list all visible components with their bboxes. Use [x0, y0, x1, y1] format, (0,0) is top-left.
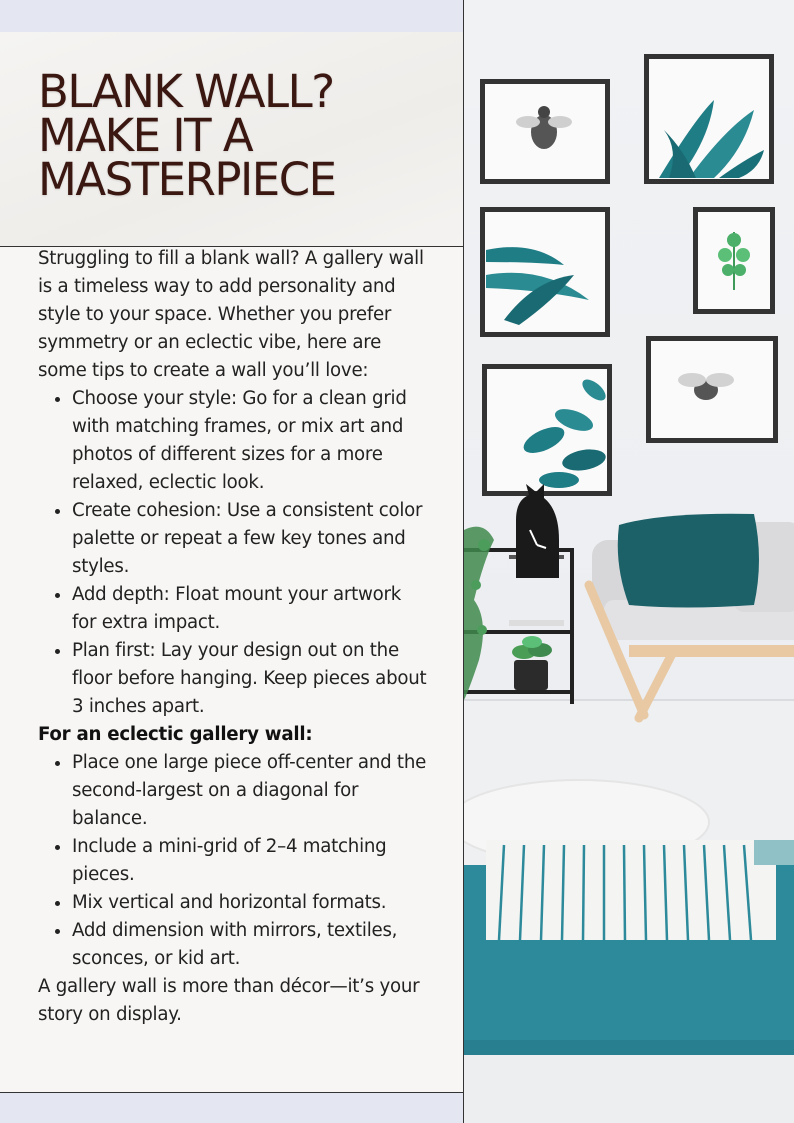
sofa [589, 514, 794, 718]
frame-palm-frond [480, 207, 610, 337]
tips-list [38, 385, 428, 721]
closing-paragraph: A gallery wall is more than décor—it’s your story on display. [38, 976, 420, 1025]
tip-item: • Choose your style: Go for a clean grid with matching frames, or mix art and photos of different sizes for a more relaxed, eclectic look. [72, 385, 428, 497]
eclectic-heading: For an eclectic gallery wall: [38, 724, 313, 745]
top-band [0, 0, 464, 32]
eclectic-tip-item: • Add dimension with mirrors, textiles, sconces, or kid art. [72, 917, 428, 973]
article-body [38, 245, 428, 1029]
title-block [0, 32, 463, 247]
title-line-3: MASTERPIECE [38, 153, 336, 206]
frame-bee [480, 79, 610, 184]
frame-fly [646, 336, 778, 443]
striped-rug [464, 840, 794, 1055]
eclectic-tip-item: • Mix vertical and horizontal formats. [72, 889, 428, 917]
title-line-2: MAKE IT A [38, 109, 253, 162]
tip-item: • Add depth: Float mount your artwork for extra impact. [72, 581, 428, 637]
bottom-band [0, 1093, 464, 1123]
clock-icon [516, 484, 559, 578]
intro-paragraph: Struggling to fill a blank wall? A gallery wall is a timeless way to add personality and style to your space. Whether you prefer symmetry or an eclectic vibe, here are some tips to create a wall you’ll love: [38, 248, 424, 381]
eclectic-tips-list [38, 749, 428, 973]
gallery-wall-illustration [464, 0, 794, 1123]
hanging-plant [464, 527, 494, 700]
potted-plant [512, 636, 552, 690]
pillow-icon [618, 514, 759, 608]
frame-plant [482, 364, 612, 496]
eclectic-tip-item: • Include a mini-grid of 2–4 matching pieces. [72, 833, 428, 889]
title-line-1: BLANK WALL? [38, 65, 334, 118]
frame-palm-leaves [644, 54, 774, 184]
eclectic-tip-item: • Place one large piece off-center and the second-largest on a diagonal for balance. [72, 749, 428, 833]
gallery-wall-photo [463, 0, 794, 1123]
tip-item: • Create cohesion: Use a consistent color palette or repeat a few key tones and styles. [72, 497, 428, 581]
cat-clock [516, 484, 559, 578]
floor-bottom [464, 1055, 794, 1123]
frame-herb [693, 207, 775, 314]
tip-item: • Plan first: Lay your design out on the floor before hanging. Keep pieces about 3 inches apart. [72, 637, 428, 721]
herb-icon [727, 233, 741, 247]
page-title [38, 65, 438, 206]
